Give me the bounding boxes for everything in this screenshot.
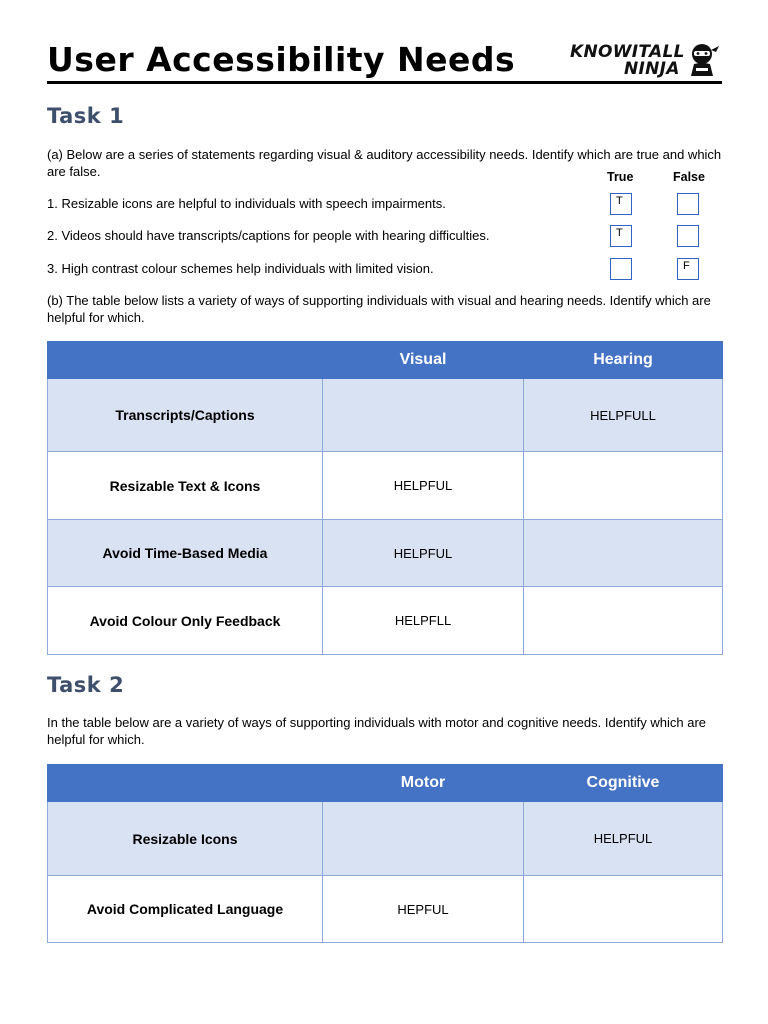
hearing-cell[interactable] [524,452,723,520]
statement-3-true-checkbox[interactable] [610,258,632,280]
statement-1: 1. Resizable icons are helpful to individuals with speech impairments. [47,196,446,211]
statement-1-false-checkbox[interactable] [677,193,699,215]
task2-intro: In the table below are a variety of ways of supporting individuals with motor and cognitive needs. Identify which are helpful for which. [47,715,707,747]
logo-text-line2: NINJA [624,59,680,79]
table-header-cognitive: Cognitive [524,765,723,802]
cognitive-cell[interactable]: HELPFUL [524,802,723,876]
cognitive-cell[interactable] [524,876,723,943]
statement-2-true-checkbox[interactable] [610,225,632,247]
table-row [48,452,723,520]
true-column-label: True [607,170,634,184]
statement-2: 2. Videos should have transcripts/captions for people with hearing difficulties. [47,228,490,243]
table-header-visual: Visual [323,342,524,379]
hearing-cell[interactable]: HELPFULL [524,379,723,452]
table-header-blank [48,342,323,379]
false-column-label: False [673,170,705,184]
statement-1-true-value: T [616,195,623,207]
page-title: User Accessibility Needs [47,40,516,79]
motor-cell[interactable] [323,802,524,876]
row-label: Resizable Icons [48,802,323,876]
table-row [48,379,723,452]
task1-heading: Task 1 [47,104,125,128]
motor-cell[interactable]: HEPFUL [323,876,524,943]
hearing-cell[interactable] [524,587,723,655]
row-label: Avoid Colour Only Feedback [48,587,323,655]
table-header-hearing: Hearing [524,342,723,379]
task1-intro-a: (a) Below are a series of statements regarding visual & auditory accessibility needs. Identify which are true and which are false. [47,147,722,179]
statement-3-false-checkbox[interactable] [677,258,699,280]
ninja-logo-icon [686,42,720,78]
table-header-motor: Motor [323,765,524,802]
row-label: Transcripts/Captions [48,379,323,452]
task2-heading: Task 2 [47,673,125,697]
motor-cognitive-table [47,764,723,943]
row-label: Resizable Text & Icons [48,452,323,520]
visual-cell[interactable]: HELPFUL [323,452,524,520]
statement-2-true-value: T [616,227,623,239]
hearing-cell[interactable] [524,520,723,587]
statement-3: 3. High contrast colour schemes help individuals with limited vision. [47,261,434,276]
title-underline [47,81,722,84]
visual-hearing-table [47,341,723,655]
task1-intro-b: (b) The table below lists a variety of ways of supporting individuals with visual and hearing needs. Identify which are helpful for which. [47,293,711,325]
table-header-blank [48,765,323,802]
logo-text-line1: KNOWITALL [570,42,685,62]
statement-1-true-checkbox[interactable] [610,193,632,215]
row-label: Avoid Time-Based Media [48,520,323,587]
row-label: Avoid Complicated Language [48,876,323,943]
table-header-row [48,765,723,802]
table-row [48,802,723,876]
knowitall-ninja-logo [568,42,722,80]
statement-2-false-checkbox[interactable] [677,225,699,247]
visual-cell[interactable]: HELPFUL [323,520,524,587]
table-row [48,876,723,943]
table-header-row [48,342,723,379]
visual-cell[interactable]: HELPFLL [323,587,524,655]
statement-3-false-value: F [683,260,690,272]
table-row [48,520,723,587]
table-row [48,587,723,655]
visual-cell[interactable] [323,379,524,452]
